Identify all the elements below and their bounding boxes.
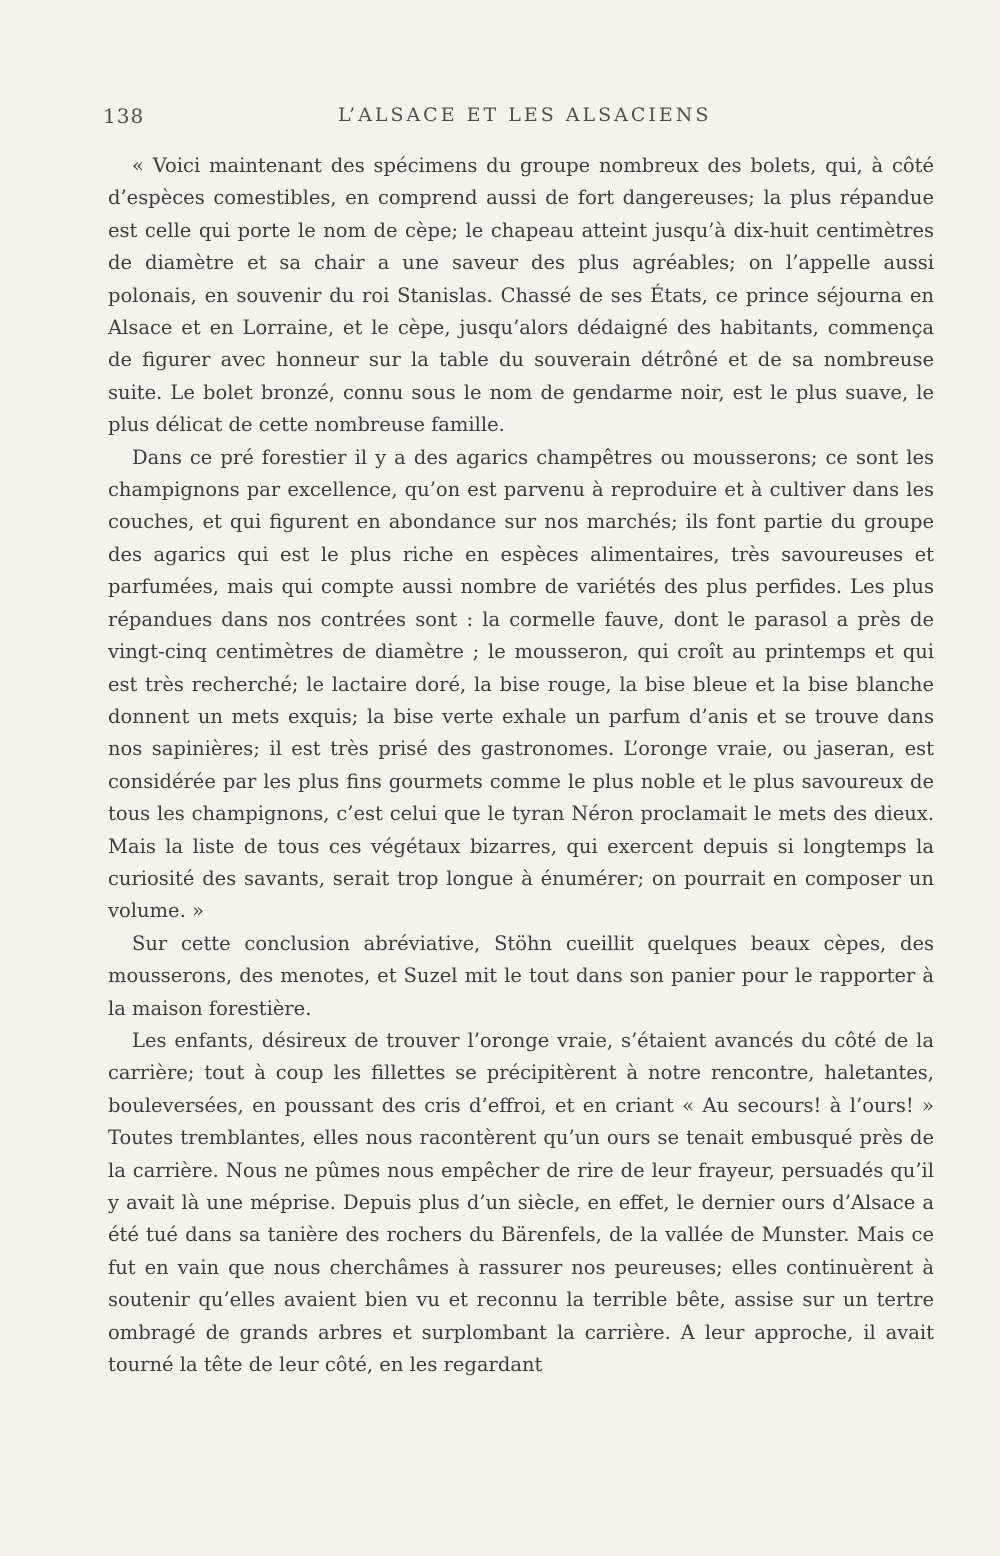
body-text — [108, 150, 934, 1381]
paragraph-conclusion: Sur cette conclusion abréviative, Stöhn cueillit quelques beaux cèpes, des mousserons, des menotes, et Suzel mit le tout dans son panier pour le rapporter à la maison forestière. — [108, 931, 934, 1020]
page-number: 138 — [103, 104, 145, 128]
paragraph-agarics: Dans ce pré forestier il y a des agarics champêtres ou mousserons; ce sont les champignons par excellence, qu’on est parvenu à reproduire et à cultiver dans les couches, et qui figurent en abondance sur nos marchés; ils font partie du groupe des agarics qui est le plus riche en espèces alimentaires, très savoureuses et parfumées, mais qui compte aussi nombre de variétés des plus perfides. Les plus répandues dans nos contrées sont : la cormelle fauve, dont le parasol a près de vingt-cinq centimètres de diamètre ; le mousseron, qui croît au printemps et qui est très recherché; le lactaire doré, la bise rouge, la bise bleue et la bise blanche donnent un mets exquis; la bise verte exhale un parfum d’anis et se trouve dans nos sapinières; il est très prisé des gastronomes. L’oronge vraie, ou jaseran, est considérée par les plus fins gourmets comme le plus noble et le plus savoureux de tous les champignons, c’est celui que le tyran Néron proclamait le mets des dieux. Mais la liste de tous ces végétaux bizarres, qui exercent depuis si longtemps la curiosité des savants, serait trop longue à énumérer; on pourrait en composer un volume. » — [108, 445, 934, 923]
page-header — [103, 104, 933, 134]
running-title: L’ALSACE ET LES ALSACIENS — [338, 104, 712, 126]
paragraph-ours: Les enfants, désireux de trouver l’oronge vraie, s’étaient avancés du côté de la carrière; tout à coup les fillettes se précipitèrent à notre rencontre, haletantes, bouleversées, en poussant des cris d’effroi, et en criant « Au secours! à l’ours! » Toutes tremblantes, elles nous racontèrent qu’un ours se tenait embusqué près de la carrière. Nous ne pûmes nous empêcher de rire de leur frayeur, persuadés qu’il y avait là une méprise. Depuis plus d’un siècle, en effet, le dernier ours d’Alsace a été tué dans sa tanière des rochers du Bärenfels, de la vallée de Munster. Mais ce fut en vain que nous cherchâmes à rassurer nos peureuses; elles continuèrent à soutenir qu’elles avaient bien vu et reconnu la terrible bête, assise sur un tertre ombragé de grands arbres et surplombant la carrière. A leur approche, il avait tourné la tête de leur côté, en les regardant — [108, 1028, 934, 1377]
paragraph-bolets: « Voici maintenant des spécimens du groupe nombreux des bolets, qui, à côté d’espèces comestibles, en comprend aussi de fort dangereuses; la plus répandue est celle qui porte le nom de cèpe; le chapeau atteint jusqu’à dix-huit centimètres de diamètre et sa chair a une saveur des plus agréables; on l’appelle aussi polonais, en souvenir du roi Stanislas. Chassé de ses États, ce prince séjourna en Alsace et en Lorraine, et le cèpe, jusqu’alors dédaigné des habitants, commença de figurer avec honneur sur la table du souverain détrôné et de sa nombreuse suite. Le bolet bronzé, connu sous le nom de gendarme noir, est le plus suave, le plus délicat de cette nombreuse famille. — [108, 154, 934, 437]
